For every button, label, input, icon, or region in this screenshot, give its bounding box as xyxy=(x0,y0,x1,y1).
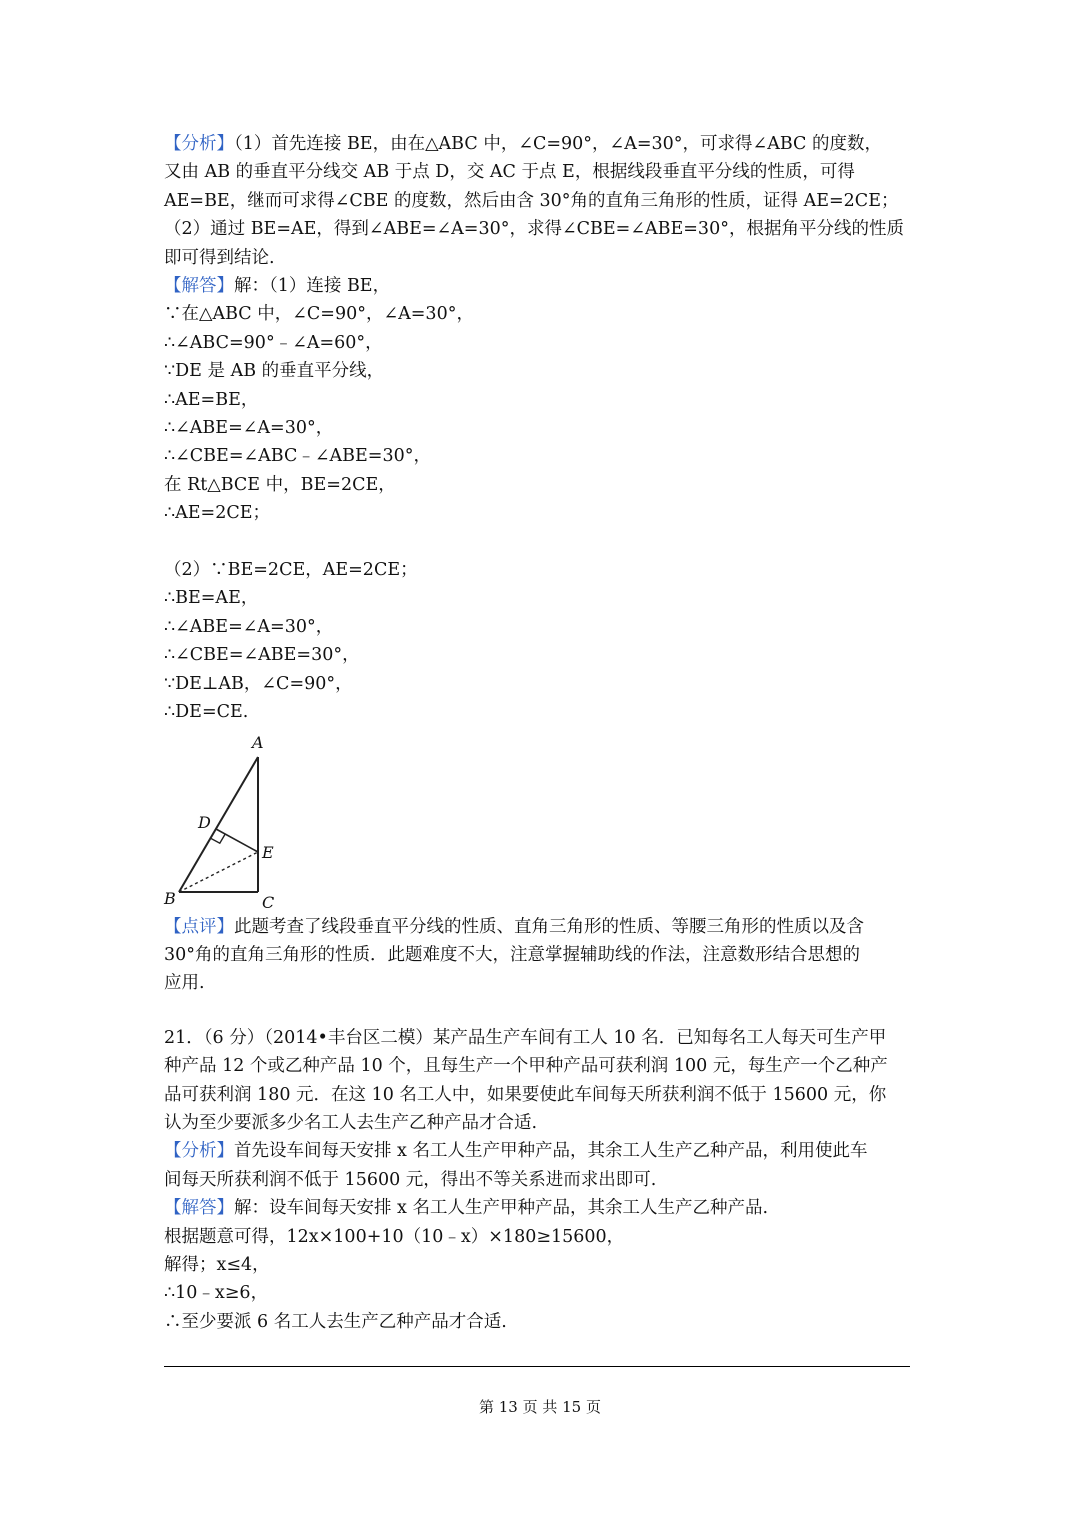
text-line xyxy=(164,556,924,584)
line-text: ∴BE=AE， xyxy=(164,588,259,609)
text-line xyxy=(164,1251,924,1279)
line-text: ∴∠ABC=90°﹣∠A=60°， xyxy=(164,332,383,353)
section-tag: 【点评】 xyxy=(164,916,234,937)
page-number: 第 13 页 共 15 页 xyxy=(478,1398,601,1416)
line-text: 间每天所获利润不低于 15600 元，得出不等关系进而求出即可. xyxy=(164,1169,657,1190)
text-line xyxy=(164,215,924,243)
line-text: （2）∵BE=2CE，AE=2CE； xyxy=(164,560,418,581)
line-text: 品可获利润 180 元．在这 10 名工人中，如果要使此车间每天所获利润不低于 15600 元，你 xyxy=(164,1084,887,1105)
text-line xyxy=(164,244,924,272)
label-d: D xyxy=(198,812,211,832)
line-text: ∴DE=CE. xyxy=(164,702,249,723)
text-line xyxy=(164,698,924,726)
text-line xyxy=(164,1024,924,1052)
text-line xyxy=(164,584,924,612)
line-text: 解：设车间每天安排 x 名工人生产甲种产品，其余工人生产乙种产品. xyxy=(234,1198,769,1219)
line-text: ∴∠CBE=∠ABC﹣∠ABE=30°， xyxy=(164,446,431,467)
line-text: 解：（1）连接 BE， xyxy=(234,276,391,297)
analysis-and-solution-part1 xyxy=(164,130,924,528)
line-text: 首先设车间每天安排 x 名工人生产甲种产品，其余工人生产乙种产品，利用使此车 xyxy=(234,1141,868,1162)
line-text: 21．（6 分）（2014•丰台区二模）某产品生产车间有工人 10 名．已知每名工人每天可生产甲 xyxy=(164,1027,887,1048)
line-text: 又由 AB 的垂直平分线交 AB 于点 D，交 AC 于点 E，根据线段垂直平分线的性质，可得 xyxy=(164,162,855,183)
text-line xyxy=(164,670,924,698)
section-tag: 【解答】 xyxy=(164,1198,234,1219)
text-line xyxy=(164,1166,924,1194)
text-line xyxy=(164,941,924,969)
triangle-diagram xyxy=(164,731,294,911)
solution-part2 xyxy=(164,556,924,726)
label-e: E xyxy=(262,842,274,862)
line-text: ∵DE⊥AB，∠C=90°， xyxy=(164,673,353,694)
text-line xyxy=(164,913,924,941)
text-line xyxy=(164,130,924,158)
blank-line xyxy=(164,998,924,1024)
line-text: ∴∠CBE=∠ABE=30°， xyxy=(164,645,360,666)
line-text: AE=BE，继而可求得∠CBE 的度数，然后由含 30°角的直角三角形的性质，证得 AE=2CE； xyxy=(164,190,899,211)
line-text: （2）通过 BE=AE，得到∠ABE=∠A=30°，求得∠CBE=∠ABE=30°，根据角平分线的性质 xyxy=(164,219,904,240)
text-line xyxy=(164,329,924,357)
section-tag: 【分析】 xyxy=(164,134,234,154)
line-text: （1）首先连接 BE，由在△ABC 中，∠C=90°，∠A=30°，可求得∠ABC 的度数， xyxy=(234,134,882,154)
footer-divider xyxy=(164,1366,910,1367)
text-line xyxy=(164,1052,924,1080)
question-21 xyxy=(164,1024,924,1336)
label-a: A xyxy=(252,732,264,752)
text-line xyxy=(164,357,924,385)
line-text: ∴∠ABE=∠A=30°， xyxy=(164,616,334,637)
text-line xyxy=(164,641,924,669)
line-text: ∵在△ABC 中，∠C=90°，∠A=30°， xyxy=(164,304,474,325)
line-text: 根据题意可得，12x×100+10（10﹣x）×180≥15600， xyxy=(164,1226,625,1247)
blank-line xyxy=(164,528,924,556)
text-line xyxy=(164,1279,924,1307)
line-text: 30°角的直角三角形的性质．此题难度不大，注意掌握辅助线的作法，注意数形结合思想的 xyxy=(164,944,861,965)
line-text: ∴∠ABE=∠A=30°， xyxy=(164,418,334,439)
line-text: 在 Rt△BCE 中，BE=2CE， xyxy=(164,474,396,495)
text-line xyxy=(164,386,924,414)
text-line xyxy=(164,1109,924,1137)
text-line xyxy=(164,158,924,186)
line-text: ∴AE=2CE； xyxy=(164,503,271,524)
line-text: ∴10﹣x≥6， xyxy=(164,1283,269,1304)
label-b: B xyxy=(164,888,176,908)
text-line xyxy=(164,414,924,442)
text-line xyxy=(164,499,924,527)
text-line xyxy=(164,442,924,470)
segment-de xyxy=(216,829,258,852)
page-content xyxy=(164,130,924,1336)
triangle-figure xyxy=(164,731,294,911)
text-line xyxy=(164,300,924,328)
text-line xyxy=(164,1308,924,1336)
line-text: 种产品 12 个或乙种产品 10 个，且每生产一个甲种产品可获利润 100 元，每生产一个乙种产 xyxy=(164,1056,888,1077)
line-text: 认为至少要派多少名工人去生产乙种产品才合适. xyxy=(164,1112,538,1133)
line-text: ∴至少要派 6 名工人去生产乙种产品才合适. xyxy=(164,1311,507,1332)
line-text: ∴AE=BE， xyxy=(164,389,259,410)
section-tag: 【解答】 xyxy=(164,276,234,297)
section-tag: 【分析】 xyxy=(164,1141,234,1162)
line-text: 解得；x≤4， xyxy=(164,1254,270,1275)
text-line xyxy=(164,1194,924,1222)
line-text: 此题考查了线段垂直平分线的性质、直角三角形的性质、等腰三角形的性质以及含 xyxy=(234,916,864,937)
comment-section xyxy=(164,913,924,998)
line-text: 应用. xyxy=(164,973,205,994)
text-line xyxy=(164,187,924,215)
text-line xyxy=(164,1081,924,1109)
line-text: ∵DE 是 AB 的垂直平分线， xyxy=(164,361,385,382)
text-line xyxy=(164,1223,924,1251)
line-text: 即可得到结论. xyxy=(164,247,275,268)
text-line xyxy=(164,613,924,641)
text-line xyxy=(164,1137,924,1165)
text-line xyxy=(164,272,924,300)
label-c: C xyxy=(262,892,275,912)
text-line xyxy=(164,471,924,499)
text-line xyxy=(164,969,924,997)
